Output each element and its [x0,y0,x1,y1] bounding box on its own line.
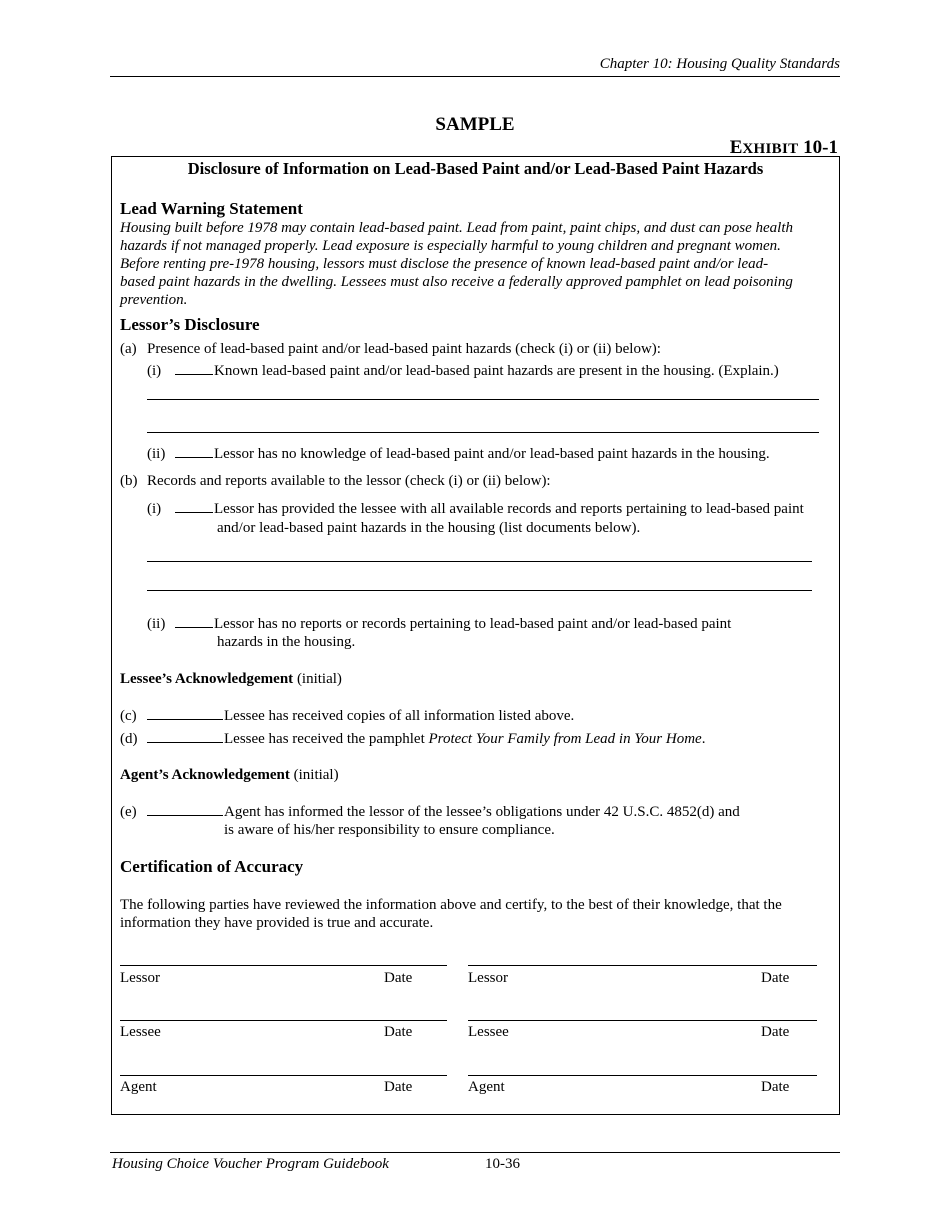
certification-line: The following parties have reviewed the information above and certify, to the best of their knowledge, that the [120,897,782,913]
certification-line: information they have provided is true and accurate. [120,915,434,931]
sig-agent-label: Agent [120,1079,157,1095]
agent-ack-heading [120,766,339,784]
lessor-disclosure-heading: Lessor’s Disclosure [120,315,260,334]
item-b-i-line1: Lessor has provided the lessee with all available records and reports pertaining to lead-based paint [214,501,804,517]
sig-date-label: Date [761,1079,790,1095]
item-a-ii-initial-field[interactable] [175,445,213,458]
item-a-ii-text: Lessor has no knowledge of lead-based paint and/or lead-based paint hazards in the housing. [214,446,770,462]
footer-divider [110,1152,840,1153]
certification-text [120,896,835,932]
signature-line[interactable] [468,1075,817,1076]
item-d-end: . [701,731,706,747]
sig-date-label: Date [384,1024,413,1040]
item-b-ii-label: (ii) [147,616,166,632]
explain-line-2[interactable] [147,432,819,433]
item-b-i-initial-field[interactable] [175,500,213,513]
item-b-ii-line2: hazards in the housing. [217,634,356,650]
lead-warning-line: prevention. [120,292,188,308]
signature-line[interactable] [120,1020,447,1021]
page-number: 10-36 [485,1156,520,1172]
item-b-text: Records and reports available to the lessor (check (i) or (ii) below): [147,473,551,489]
item-d-label: (d) [120,731,138,747]
sig-lessee-label: Lessee [120,1024,161,1040]
sig-lessor-label: Lessor [468,970,508,986]
exhibit-prefix-cap: E [729,137,743,158]
item-a-text: Presence of lead-based paint and/or lead-based paint hazards (check (i) or (ii) below): [147,341,661,357]
item-e-line1: Agent has informed the lessor of the lessee’s obligations under 42 U.S.C. 4852(d) and [224,804,740,820]
item-c-label: (c) [120,708,137,724]
item-a-i-initial-field[interactable] [175,362,213,375]
item-d-row [147,730,705,748]
footer-title: Housing Choice Voucher Program Guidebook [112,1156,389,1172]
lead-warning-line: hazards if not managed properly. Lead exposure is especially harmful to young children and pregnant women. [120,238,781,254]
item-c-initial-field[interactable] [147,707,223,720]
header-divider [110,76,840,77]
sig-agent-label: Agent [468,1079,505,1095]
item-e-line2: is aware of his/her responsibility to ensure compliance. [224,822,555,838]
lessee-ack-suffix: (initial) [293,671,342,687]
agent-ack-suffix: (initial) [289,767,339,783]
item-b-i-label: (i) [147,501,162,517]
sample-label: SAMPLE [435,114,515,135]
item-b-ii-row [175,615,731,633]
item-a-i-label: (i) [147,363,162,379]
sig-date-label: Date [384,1079,413,1095]
item-a-i-text: Known lead-based paint and/or lead-based paint hazards are present in the housing. (Explain.) [214,363,779,379]
agent-ack-title: Agent’s Acknowledgement [120,767,290,783]
sig-date-label: Date [761,970,790,986]
signature-line[interactable] [120,1075,447,1076]
item-a-ii-label: (ii) [147,446,166,462]
explain-line-1[interactable] [147,399,819,400]
item-b-ii-line1: Lessor has no reports or records pertaining to lead-based paint and/or lead-based paint [214,616,732,632]
item-a-i-row [175,362,779,380]
lead-warning-line: Housing built before 1978 may contain lead-based paint. Lead from paint, paint chips, and dust can pose health [120,220,794,236]
chapter-header: Chapter 10: Housing Quality Standards [599,56,840,72]
documents-line-1[interactable] [147,561,812,562]
lead-warning-heading: Lead Warning Statement [120,199,303,218]
item-c-text: Lessee has received copies of all information listed above. [224,708,575,724]
sig-date-label: Date [384,970,413,986]
documents-line-2[interactable] [147,590,812,591]
lead-warning-text [120,219,832,309]
item-d-initial-field[interactable] [147,730,223,743]
certification-heading: Certification of Accuracy [120,857,304,876]
item-e-initial-field[interactable] [147,803,223,816]
item-b-i-row [175,500,835,518]
item-d-text: Lessee has received the pamphlet [224,731,429,747]
signature-line[interactable] [468,965,817,966]
item-b-ii-initial-field[interactable] [175,615,213,628]
pamphlet-title: Protect Your Family from Lead in Your Home [428,731,702,747]
item-e-label: (e) [120,804,137,820]
item-b-i-line2: and/or lead-based paint hazards in the housing (list documents below). [217,520,641,536]
item-a-label: (a) [120,341,137,357]
item-b-label: (b) [120,473,138,489]
sig-lessor-label: Lessor [120,970,160,986]
exhibit-prefix-rest: XHIBIT [742,141,799,157]
item-c-row [147,707,574,725]
exhibit-number: 10-1 [803,137,838,158]
lead-warning-line: based paint hazards in the dwelling. Lessees must also receive a federally approved pamphlet on lead poisoning [120,274,793,290]
signature-line[interactable] [120,965,447,966]
lead-warning-line: Before renting pre-1978 housing, lessors must disclose the presence of known lead-based paint and/or lead- [120,256,769,272]
item-e-row [147,803,740,821]
item-a-ii-row [175,445,770,463]
form-title: Disclosure of Information on Lead-Based Paint and/or Lead-Based Paint Hazards [187,159,764,178]
sig-date-label: Date [761,1024,790,1040]
lessee-ack-title: Lessee’s Acknowledgement [120,671,294,687]
signature-line[interactable] [468,1020,817,1021]
lessee-ack-heading [120,670,342,688]
sig-lessee-label: Lessee [468,1024,509,1040]
